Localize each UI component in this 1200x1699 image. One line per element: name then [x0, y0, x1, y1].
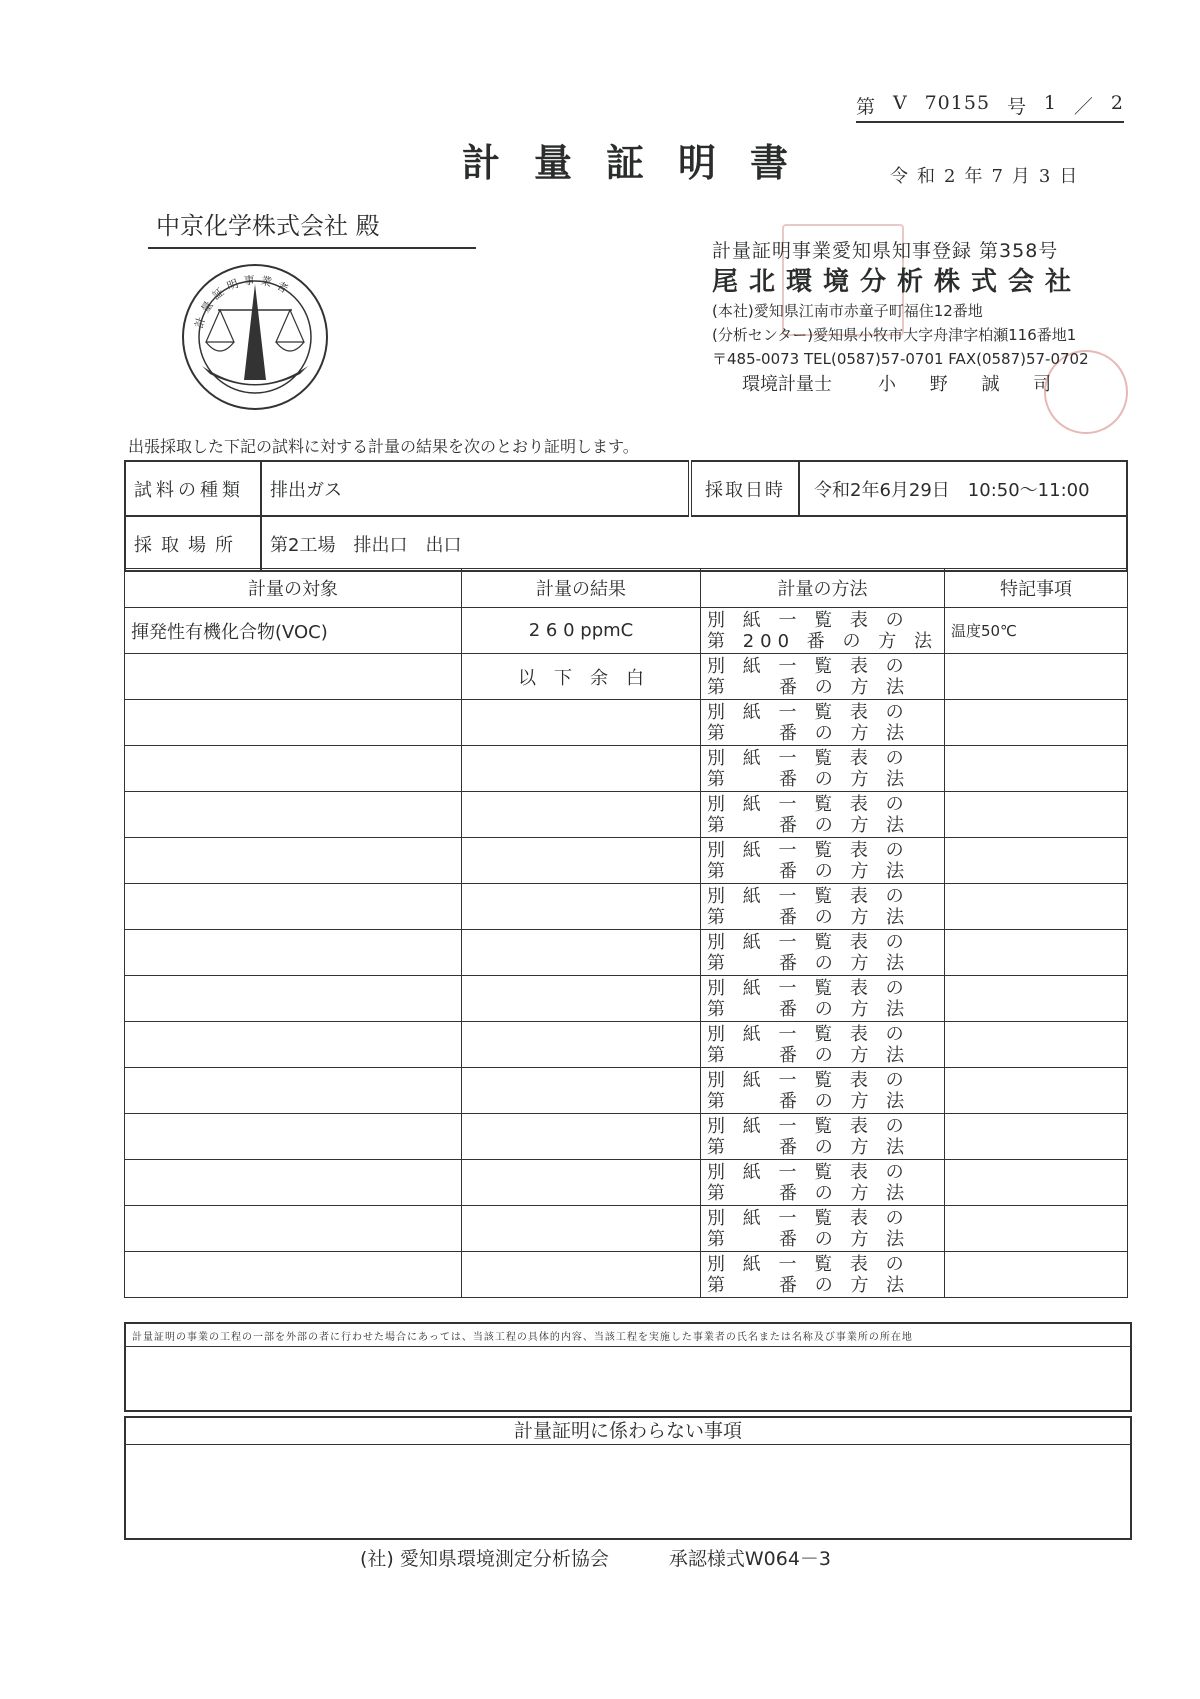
recipient: 中京化学株式会社 殿 [148, 206, 476, 249]
method-cell [701, 746, 945, 792]
target-cell [125, 1068, 462, 1114]
target-cell [125, 654, 462, 700]
result-cell [462, 746, 701, 792]
page-separator: ／ [1073, 96, 1094, 118]
note-cell [944, 792, 1127, 838]
results-row [125, 976, 1128, 1022]
header-result: 計量の結果 [462, 569, 701, 608]
registration: 計量証明事業愛知県知事登録 第358号 [712, 240, 1059, 262]
sampling-location-value: 第2工場 排出口 出口 [261, 516, 1127, 571]
header-note: 特記事項 [944, 569, 1127, 608]
signer-name: 小 野 誠 司 [878, 373, 1066, 395]
method-line: 第 番 の 方 法 [707, 722, 911, 744]
footer [360, 1544, 831, 1571]
method-cell [701, 1068, 945, 1114]
method-line: 別 紙 一 覧 表 の [707, 701, 910, 723]
results-header-row [125, 569, 1128, 608]
method-line: 第 番 の 方 法 [707, 998, 911, 1020]
method-line: 別 紙 一 覧 表 の [707, 1069, 910, 1091]
result-cell [462, 1252, 701, 1298]
results-row [125, 608, 1128, 654]
target-cell [125, 930, 462, 976]
issuer-company: 尾北環境分析株式会社 [712, 267, 1083, 298]
svg-text:計量証明事業者 [192, 273, 296, 330]
note-cell [944, 700, 1127, 746]
method-cell [701, 1160, 945, 1206]
target-cell [125, 1114, 462, 1160]
scale-seal-icon [180, 262, 330, 412]
method-line: 別 紙 一 覧 表 の [707, 839, 910, 861]
method-cell [701, 654, 945, 700]
page-number: 1 [1043, 92, 1057, 114]
result-cell [462, 838, 701, 884]
result-cell [462, 1114, 701, 1160]
sample-info-table [124, 460, 1128, 572]
issue-date: 令和2年7月3日 [890, 166, 1087, 187]
results-row [125, 1114, 1128, 1160]
target-cell [125, 1252, 462, 1298]
target-cell [125, 792, 462, 838]
result-cell [462, 1206, 701, 1252]
sampling-datetime-value: 令和2年6月29日 10:50〜11:00 [799, 461, 1127, 516]
results-row [125, 792, 1128, 838]
method-line: 第 200 番 の 方 法 [707, 630, 938, 652]
method-line: 別 紙 一 覧 表 の [707, 747, 910, 769]
target-cell [125, 746, 462, 792]
note-cell [944, 746, 1127, 792]
results-row [125, 700, 1128, 746]
target-cell [125, 1160, 462, 1206]
result-cell [462, 884, 701, 930]
method-cell [701, 976, 945, 1022]
note-cell [944, 838, 1127, 884]
method-line: 別 紙 一 覧 表 の [707, 793, 910, 815]
results-row [125, 654, 1128, 700]
method-cell [701, 930, 945, 976]
method-line: 別 紙 一 覧 表 の [707, 1023, 910, 1045]
certificate-number [856, 92, 1124, 123]
method-line: 第 番 の 方 法 [707, 860, 911, 882]
non-certified-label: 計量証明に係わらない事項 [126, 1418, 1130, 1445]
issuer-block [712, 236, 1122, 400]
method-line: 第 番 の 方 法 [707, 906, 911, 928]
form-number: 承認様式W064－3 [668, 1548, 832, 1570]
result-cell [462, 1068, 701, 1114]
method-line: 別 紙 一 覧 表 の [707, 609, 910, 631]
method-line: 第 番 の 方 法 [707, 1090, 911, 1112]
intro-statement: 出張採取した下記の試料に対する計量の結果を次のとおり証明します。 [128, 437, 639, 456]
result-cell: 以 下 余 白 [462, 654, 701, 700]
subcontract-note: 計量証明の事業の工程の一部を外部の者に行わせた場合にあっては、当該工程の具体的内容、当該工程を実施した事業者の氏名または名称及び事業所の所在地 [126, 1324, 1130, 1347]
head-office-address: (本社)愛知県江南市赤童子町福住12番地 [712, 301, 983, 320]
note-cell [944, 930, 1127, 976]
method-line: 第 番 の 方 法 [707, 1044, 911, 1066]
results-row [125, 1160, 1128, 1206]
method-line: 別 紙 一 覧 表 の [707, 931, 910, 953]
target-cell [125, 838, 462, 884]
target-cell: 揮発性有機化合物(VOC) [125, 608, 462, 654]
target-cell [125, 976, 462, 1022]
sampling-datetime-label: 採取日時 [690, 461, 799, 516]
note-cell: 温度50℃ [944, 608, 1127, 654]
method-cell [701, 608, 945, 654]
method-cell [701, 700, 945, 746]
method-line: 別 紙 一 覧 表 の [707, 1207, 910, 1229]
method-line: 別 紙 一 覧 表 の [707, 977, 910, 999]
method-cell [701, 1252, 945, 1298]
note-cell [944, 1252, 1127, 1298]
result-cell [462, 792, 701, 838]
signer [712, 371, 1122, 400]
results-row [125, 1068, 1128, 1114]
note-cell [944, 1160, 1127, 1206]
header-target: 計量の対象 [125, 569, 462, 608]
method-line: 第 番 の 方 法 [707, 1228, 911, 1250]
method-cell [701, 1206, 945, 1252]
note-cell [944, 1022, 1127, 1068]
results-row [125, 884, 1128, 930]
note-cell [944, 1114, 1127, 1160]
cert-no-value: 70155 [924, 92, 991, 114]
method-cell [701, 1114, 945, 1160]
cert-no-prefix: 第 [856, 96, 877, 118]
non-certified-box [124, 1416, 1132, 1540]
subcontract-box [124, 1322, 1132, 1412]
results-row [125, 1252, 1128, 1298]
method-cell [701, 792, 945, 838]
method-line: 第 番 の 方 法 [707, 1136, 911, 1158]
method-line: 別 紙 一 覧 表 の [707, 885, 910, 907]
note-cell [944, 1206, 1127, 1252]
note-cell [944, 976, 1127, 1022]
signer-title: 環境計量士 [742, 373, 832, 395]
page-total: 2 [1110, 92, 1124, 114]
method-cell [701, 1022, 945, 1068]
method-line: 別 紙 一 覧 表 の [707, 1253, 910, 1275]
target-cell [125, 1206, 462, 1252]
seal-text: 計量証明事業者 [192, 273, 295, 330]
method-line: 第 番 の 方 法 [707, 952, 911, 974]
note-cell [944, 884, 1127, 930]
result-cell [462, 1022, 701, 1068]
results-row [125, 1206, 1128, 1252]
contact-info: 〒485-0073 TEL(0587)57-0701 FAX(0587)57-0702 [712, 349, 1089, 368]
results-table [124, 568, 1128, 1298]
association-name: (社) 愛知県環境測定分析協会 [360, 1548, 609, 1570]
analysis-center-address: (分析センター)愛知県小牧市大字舟津字柏瀬116番地1 [712, 325, 1077, 344]
method-line: 別 紙 一 覧 表 の [707, 1161, 910, 1183]
method-cell [701, 884, 945, 930]
method-line: 第 番 の 方 法 [707, 676, 911, 698]
result-cell [462, 930, 701, 976]
results-row [125, 930, 1128, 976]
result-cell [462, 976, 701, 1022]
note-cell [944, 654, 1127, 700]
results-row [125, 1022, 1128, 1068]
results-row [125, 746, 1128, 792]
header-method: 計量の方法 [701, 569, 945, 608]
method-line: 別 紙 一 覧 表 の [707, 1115, 910, 1137]
result-cell: 2 6 0 ppmC [462, 608, 701, 654]
method-line: 別 紙 一 覧 表 の [707, 655, 910, 677]
target-cell [125, 700, 462, 746]
result-cell [462, 1160, 701, 1206]
result-cell [462, 700, 701, 746]
cert-no-series: V [892, 92, 908, 114]
results-row [125, 838, 1128, 884]
sample-type-value: 排出ガス [261, 461, 690, 516]
sample-type-label: 試料の種類 [125, 461, 261, 516]
document-title: 計量証明書 [462, 141, 823, 185]
method-cell [701, 838, 945, 884]
method-line: 第 番 の 方 法 [707, 1182, 911, 1204]
target-cell [125, 1022, 462, 1068]
note-cell [944, 1068, 1127, 1114]
sampling-location-label: 採取場所 [125, 516, 261, 571]
method-line: 第 番 の 方 法 [707, 768, 911, 790]
target-cell [125, 884, 462, 930]
method-line: 第 番 の 方 法 [707, 814, 911, 836]
method-line: 第 番 の 方 法 [707, 1274, 911, 1296]
cert-no-suffix: 号 [1006, 96, 1027, 118]
